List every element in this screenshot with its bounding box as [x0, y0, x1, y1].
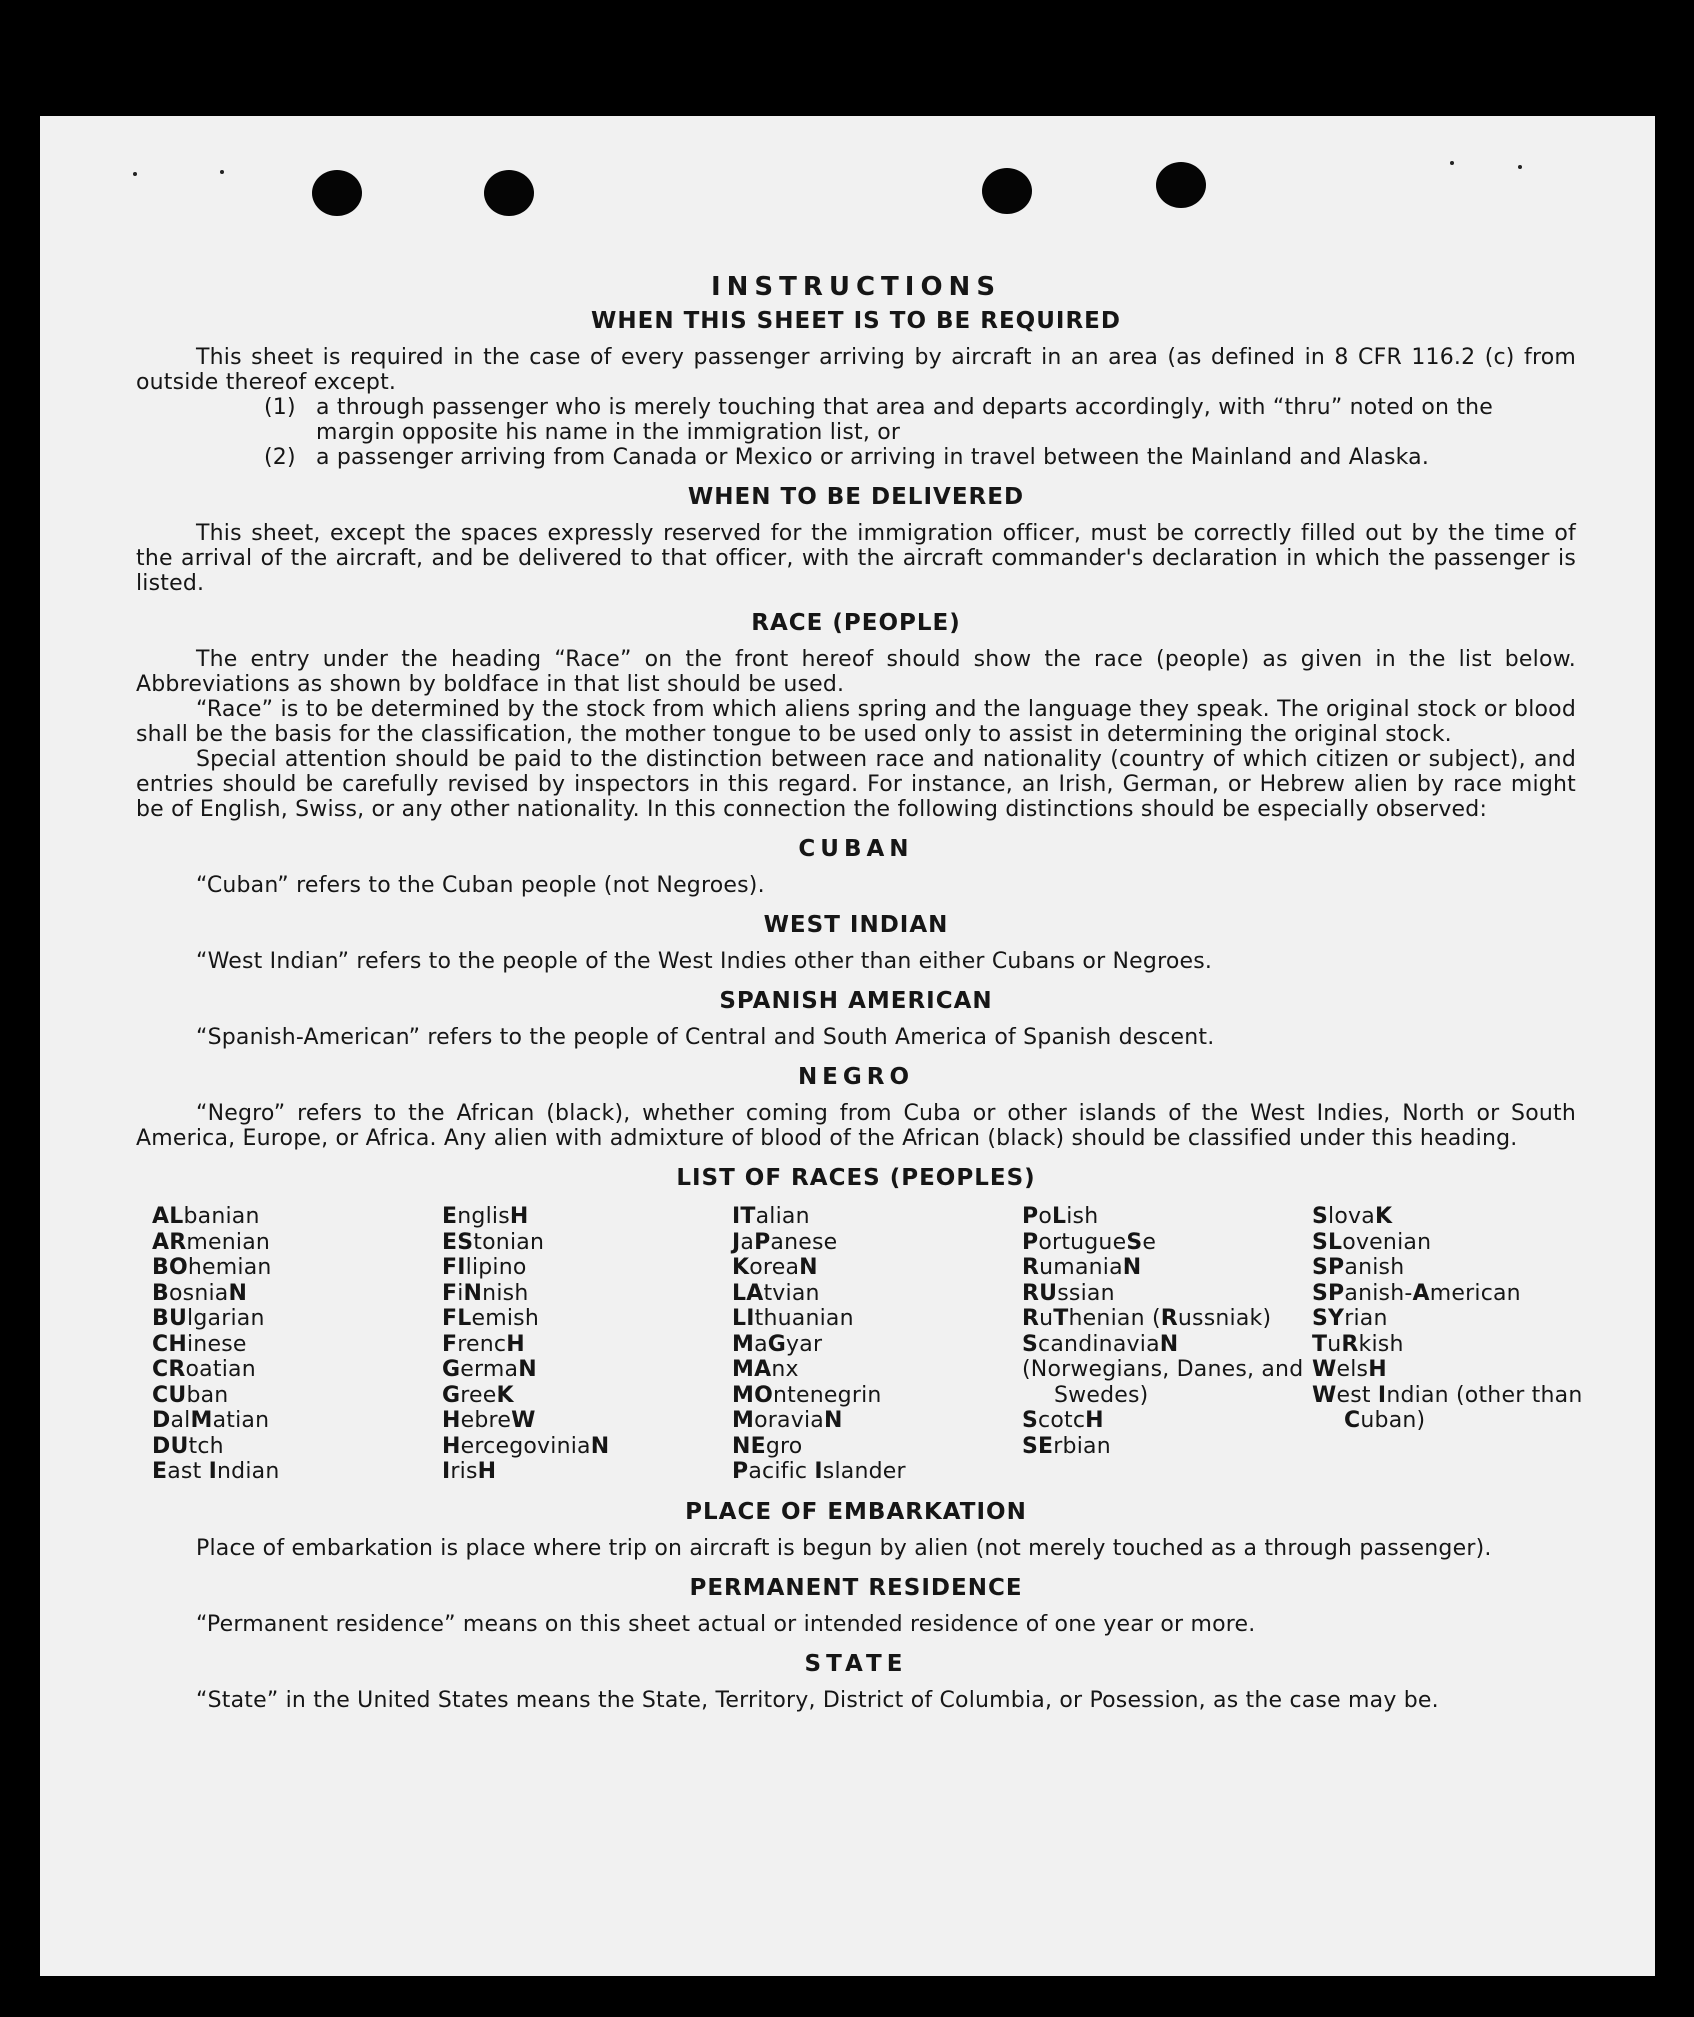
speck	[133, 172, 137, 176]
instructions-body	[136, 272, 1583, 1713]
list-heading: LIST OF RACES (PEOPLES)	[676, 1165, 1036, 1191]
race-item: MOntenegrin	[732, 1382, 882, 1408]
race-item: MoraviaN	[732, 1408, 843, 1433]
item-number: (2)	[264, 445, 296, 470]
race-item: SYrian	[1312, 1306, 1388, 1331]
race-item: SPanish-American	[1312, 1280, 1521, 1306]
race-item: ITalian	[732, 1204, 810, 1229]
race-item: ARmenian	[152, 1229, 271, 1255]
race-item: Pacific Islander	[732, 1459, 906, 1484]
race-item: FLemish	[442, 1306, 539, 1331]
race-item: GreeK	[442, 1382, 514, 1408]
race-column	[152, 1204, 442, 1485]
cuban-heading: CUBAN	[798, 836, 914, 862]
race-item: DUtch	[152, 1433, 224, 1459]
race-item: PoLish	[1022, 1204, 1099, 1229]
race-item: SlovaK	[1312, 1204, 1393, 1229]
race-paragraph: Special attention should be paid to the distinction between race and nationality (country of which citizen or subject), and entries should be carefully revised by inspectors in this regard. For instance, an Irish, German, or Hebrew alien by race might be of English, Swiss, or any other nationality. In this connection the following distinctions should be especially observed:	[136, 747, 1576, 822]
negro-text: “Negro” refers to the African (black), whether coming from Cuba or other islands of the West Indies, North or South America, Europe, or Africa. Any alien with admixture of blood of the African (black) should be classified under this heading.	[136, 1101, 1576, 1151]
punch-hole	[312, 170, 362, 216]
race-item: ScotcH	[1022, 1408, 1104, 1433]
required-heading: WHEN THIS SHEET IS TO BE REQUIRED	[591, 308, 1121, 334]
punch-hole	[484, 170, 534, 216]
race-item: GermaN	[442, 1357, 537, 1382]
document-sheet	[40, 116, 1655, 1976]
spanish-american-heading: SPANISH AMERICAN	[719, 988, 993, 1014]
race-item: HercegoviniaN	[442, 1433, 610, 1459]
page-title: INSTRUCTIONS	[710, 272, 1002, 302]
race-item: East Indian	[152, 1459, 280, 1484]
race-item: ALbanian	[152, 1204, 260, 1229]
race-item: PortugueSe	[1022, 1229, 1157, 1255]
race-list	[152, 1204, 1583, 1485]
speck	[220, 170, 224, 174]
race-item: RumaniaN	[1022, 1255, 1142, 1280]
race-column	[442, 1204, 732, 1485]
race-item: DalMatian	[152, 1408, 270, 1433]
race-item: LAtvian	[732, 1280, 820, 1306]
punch-hole	[982, 168, 1032, 214]
race-item: CRoatian	[152, 1357, 256, 1382]
race-column	[732, 1204, 1022, 1485]
speck	[1450, 161, 1454, 165]
race-item: RuThenian (Russniak)	[1022, 1306, 1272, 1331]
race-item: WelsH	[1312, 1357, 1387, 1382]
race-column	[1022, 1204, 1312, 1485]
race-column	[1312, 1204, 1602, 1485]
west-indian-text: “West Indian” refers to the people of the West Indies other than either Cubans or Negroes.	[196, 949, 1213, 974]
race-item: LIthuanian	[732, 1306, 854, 1331]
race-item: JaPanese	[732, 1229, 838, 1255]
cuban-text: “Cuban” refers to the Cuban people (not Negroes).	[196, 873, 765, 898]
residence-heading: PERMANENT RESIDENCE	[689, 1574, 1023, 1601]
item-number: (1)	[264, 395, 296, 420]
embarkation-heading: PLACE OF EMBARKATION	[685, 1498, 1027, 1525]
race-item: FiNnish	[442, 1280, 529, 1306]
race-item: IrisH	[442, 1459, 497, 1484]
race-item: TuRkish	[1312, 1331, 1404, 1357]
race-item: FrencH	[442, 1331, 525, 1357]
residence-text: “Permanent residence” means on this sheet actual or intended residence of one year or more.	[196, 1611, 1256, 1637]
race-item: HebreW	[442, 1408, 536, 1433]
race-item: West Indian (other than Cuban)	[1312, 1382, 1583, 1433]
race-paragraph: The entry under the heading “Race” on the front hereof should show the race (people) as given in the list below. Abbreviations as shown by boldface in that list should be used.	[136, 647, 1576, 697]
item-text: a through passenger who is merely touching that area and departs accordingly, with “thru” noted on the margin opposite his name in the immigration list, or	[316, 395, 1494, 445]
negro-heading: NEGRO	[797, 1064, 915, 1090]
race-item: EnglisH	[442, 1204, 529, 1229]
race-item: FIlipino	[442, 1255, 527, 1280]
race-item: NEgro	[732, 1433, 803, 1459]
race-item: CHinese	[152, 1331, 247, 1357]
race-item-note: (Norwegians, Danes, and Swedes)	[1022, 1357, 1304, 1408]
race-item: MAnx	[732, 1357, 799, 1382]
delivered-heading: WHEN TO BE DELIVERED	[687, 484, 1025, 510]
race-item: EStonian	[442, 1229, 545, 1255]
race-item: CUban	[152, 1382, 229, 1408]
required-text: This sheet is required in the case of every passenger arriving by aircraft in an area (as defined in 8 CFR 116.2 (c) from outside thereof except.	[136, 345, 1576, 395]
race-item: KoreaN	[732, 1255, 818, 1280]
race-item: SLovenian	[1312, 1229, 1432, 1255]
state-heading: STATE	[804, 1650, 908, 1677]
race-paragraph: “Race” is to be determined by the stock from which aliens spring and the language they speak. The original stock or blood shall be the basis for the classification, the mother tongue to be used only to assist in determining the original stock.	[136, 697, 1576, 747]
race-item: BOhemian	[152, 1255, 272, 1280]
exception-item-2	[136, 445, 1576, 470]
race-item: SErbian	[1022, 1433, 1111, 1459]
race-heading: RACE (PEOPLE)	[751, 610, 961, 636]
west-indian-heading: WEST INDIAN	[763, 912, 949, 938]
spanish-american-text: “Spanish-American” refers to the people of Central and South America of Spanish descent.	[196, 1025, 1215, 1050]
race-item: MaGyar	[732, 1331, 823, 1357]
race-item: BUlgarian	[152, 1306, 265, 1331]
item-text: a passenger arriving from Canada or Mexico or arriving in travel between the Mainland and Alaska.	[316, 445, 1430, 470]
punch-hole	[1156, 162, 1206, 208]
speck	[1518, 165, 1522, 169]
embarkation-text: Place of embarkation is place where trip on aircraft is begun by alien (not merely touched as a through passenger).	[196, 1535, 1492, 1561]
race-item: ScandinaviaN	[1022, 1331, 1179, 1357]
race-item: SPanish	[1312, 1255, 1405, 1280]
race-item: BosniaN	[152, 1280, 248, 1306]
delivered-text: This sheet, except the spaces expressly reserved for the immigration officer, must be correctly filled out by the time of the arrival of the aircraft, and be delivered to that officer, with the aircraft commander's declaration in which the passenger is listed.	[136, 521, 1576, 596]
exception-item-1	[136, 395, 1576, 445]
state-text: “State” in the United States means the State, Territory, District of Columbia, or Posession, as the case may be.	[196, 1687, 1439, 1713]
race-item: RUssian	[1022, 1280, 1115, 1306]
